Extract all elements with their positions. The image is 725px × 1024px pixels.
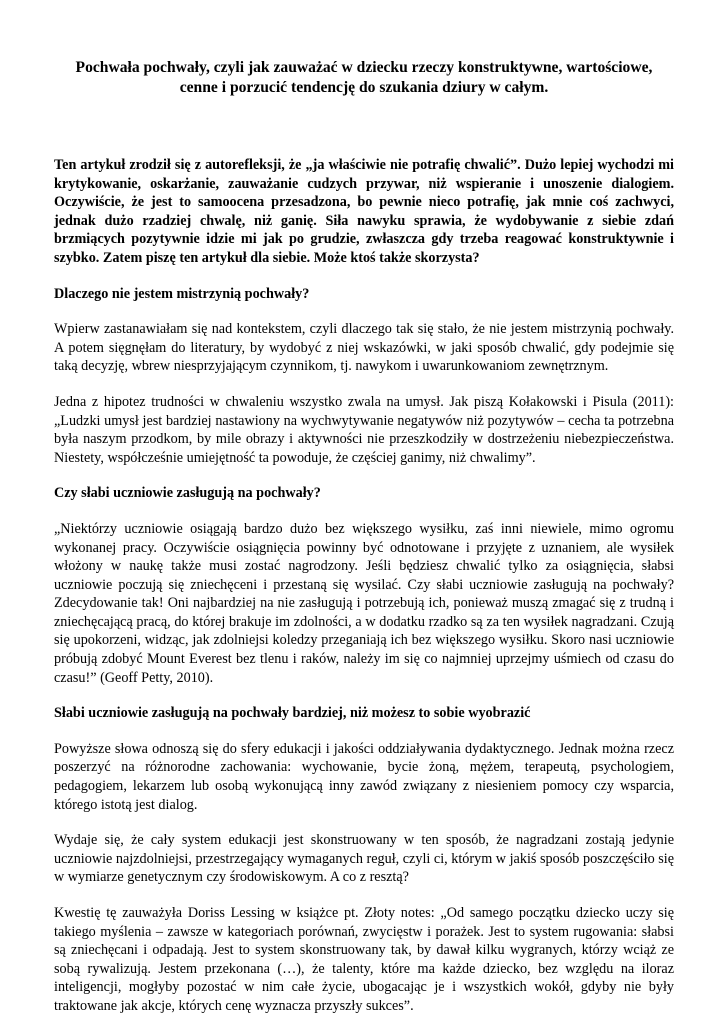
quote-paragraph: „Niektórzy uczniowie osiągają bardzo dużo bez większego wysiłku, zaś inni niewiele, mimo ogromu wykonanej pracy. Oczywiście osiągnięcia powinny być odnotowane i przyjęte z uznaniem, ale wysiłek włożony w naukę także musi zostać nagrodzony. Jeśli będziesz chwalić tylko za osiągnięcia, słabsi uczniowie poczują się zniechęceni i przestaną się wysilać. Czy słabi uczniowie zasługują na pochwały? Zdecydowanie tak! Oni najbardziej na nie zasługują i potrzebują ich, ponieważ muszą zmagać się z trudną i zniechęcającą pracą, do której brakuje im zdolności, a w dodatku rzadko są za ten wysiłek nagradzani. Czują się upokorzeni, widząc, jak zdolniejsi koledzy przeganiają ich bez większego wysiłku. Skoro nasi uczniowie próbują zdobyć Mount Everest bez tlenu i raków, należy im się co najmniej uprzejmy uśmiech od czasu do czasu!” (Geoff Petty, 2010). (54, 520, 674, 686)
section-heading: Dlaczego nie jestem mistrzynią pochwały? (54, 285, 310, 302)
section-heading: Czy słabi uczniowie zasługują na pochwały? (54, 485, 321, 502)
body-paragraph: Powyższe słowa odnoszą się do sfery edukacji i jakości oddziaływania dydaktycznego. Jednak można rzecz poszerzyć na różnorodne zachowania: wychowanie, bycie żoną, mężem, terapeutą, psychologiem, pedagogiem, lekarzem lub osobą wykonującą inny zawód związany z niesieniem pomocy czy wsparcia, którego istotą jest dialog. (54, 740, 674, 813)
document-title: Pochwała pochwały, czyli jak zauważać w dziecku rzeczy konstruktywne, wartościowe, cenne i porzucić tendencję do szukania dziury w całym. (75, 59, 653, 96)
body-paragraph: Jedna z hipotez trudności w chwaleniu wszystko zwala na umysł. Jak piszą Kołakowski i Pisula (2011): „Ludzki umysł jest bardziej nastawiony na wychwytywanie negatywów niż pozytywów – cecha ta potrzebna była naszym przodkom, by mile obrazy i aktywności nie przeszkodziły w dostrzeżeniu niebezpieczeństwa. Niestety, współcześnie umiejętność ta powoduje, że częściej ganimy, niż chwalimy”. (54, 393, 674, 466)
body-paragraph: Wpierw zastanawiałam się nad kontekstem, czyli dlaczego tak się stało, że nie jestem mistrzynią pochwały. A potem sięgnęłam do literatury, by wydobyć z niej wskazówki, w jaki sposób chwalić, gdy podejmie się taką decyzję, wbrew niesprzyjającym czynnikom, tj. nawykom i uwarunkowaniom zewnętrznym. (54, 321, 674, 375)
document-page (54, 58, 674, 1016)
section-heading: Słabi uczniowie zasługują na pochwały bardziej, niż możesz to sobie wyobrazić (54, 705, 531, 722)
intro-paragraph: Ten artykuł zrodził się z autorefleksji, że „ja właściwie nie potrafię chwalić”. Dużo lepiej wychodzi mi krytykowanie, oskarżanie, zauważanie cudzych przywar, niż wspieranie i unoszenie dialogiem. Oczywiście, że jest to samoocena przesadzona, bo pewnie nieco potrafię, jak mnie coś zachwyci, jednak dużo rzadziej chwalę, niż ganię. Siła nawyku sprawia, że wydobywanie z siebie zdań brzmiących pozytywnie idzie mi jak po grudzie, zwłaszcza gdy trzeba reagować konstruktywnie i szybko. Zatem piszę ten artykuł dla siebie. Może ktoś także skorzysta? (54, 157, 674, 266)
body-paragraph: Wydaje się, że cały system edukacji jest skonstruowany w ten sposób, że nagradzani zostają jedynie uczniowie najzdolniejsi, przestrzegający wymaganych reguł, czyli ci, którym w jakiś sposób poszczęściło się w wymiarze genetycznym czy środowiskowym. A co z resztą? (54, 832, 674, 886)
body-paragraph: Kwestię tę zauważyła Doriss Lessing w książce pt. Złoty notes: „Od samego początku dziecko uczy się takiego myślenia – zawsze w kategoriach porównań, zwycięstw i porażek. Jest to system rugowania: słabsi są zniechęcani i odpadają. Jest to system skonstruowany tak, by dawał kilku wygranych, którzy wciąż ze sobą rywalizują. Jestem przekonana (…), że talenty, które ma każde dziecko, bez względu na iloraz inteligencji, mogłyby pozostać w nim całe życie, ubogacając je i wszystkich wokół, gdyby nie były traktowane jak akcje, których cenę wyznacza przyszły sukces”. (54, 905, 674, 1014)
